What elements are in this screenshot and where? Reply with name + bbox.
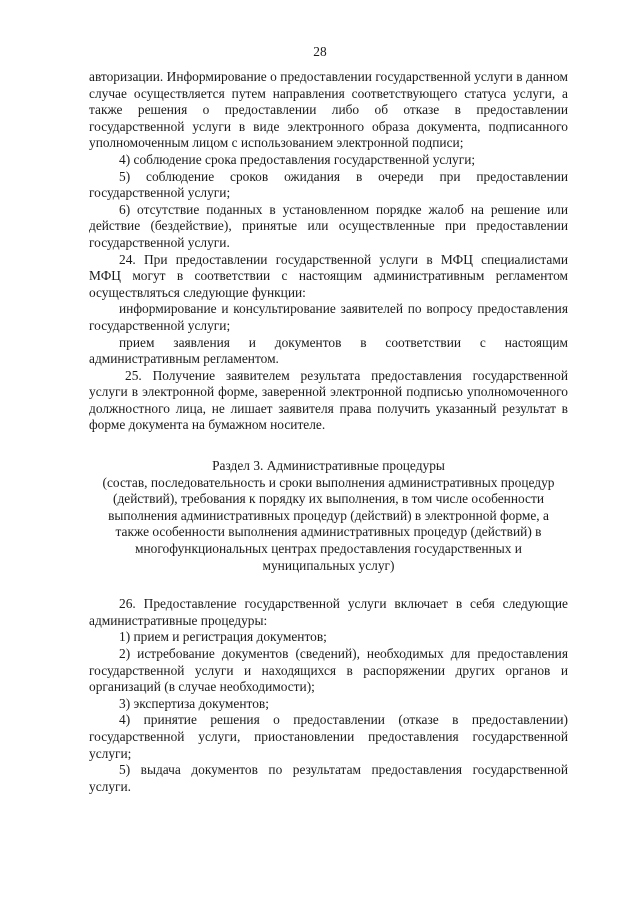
function-receiving: прием заявления и документов в соответствии с настоящим административным регламентом. (89, 334, 568, 367)
list-item-4: 4) соблюдение срока предоставления государственной услуги; (119, 151, 476, 167)
list-item-6: 6) отсутствие поданных в установленном порядке жалоб на решение или действие (бездействие), принятые или осуществленные при предоставлении государственной услуги. (89, 201, 568, 250)
procedure-2: 2) истребование документов (сведений), необходимых для предоставления государственной услуги и находящихся в распоряжении других органов и организаций (в случае необходимости); (89, 646, 568, 695)
paragraph-26: 26. Предоставление государственной услуги включает в себя следующие административные процедуры: (89, 596, 568, 628)
function-informing: информирование и консультирование заявителей по вопросу предоставления государственной услуги; (89, 301, 568, 333)
paragraph-24: 24. При предоставлении государственной услуги в МФЦ специалистами МФЦ могут в соответствии с настоящим административным регламентом осуществляться следующие функции: (89, 251, 568, 300)
page-number: 28 (313, 44, 327, 59)
document-body (89, 69, 568, 795)
procedure-5: 5) выдача документов по результатам предоставления государственной услуги. (89, 762, 568, 794)
procedure-3: 3) экспертиза документов; (119, 695, 269, 711)
section-3-title: Раздел 3. Административные процедуры (212, 458, 445, 474)
list-item-5: 5) соблюдение сроков ожидания в очереди при предоставлении государственной услуги; (89, 168, 568, 201)
section-3-subtitle: (состав, последовательность и сроки выполнения административных процедур (действий), требования к порядку их выполнения, в том числе особенности выполнения административных процедур (действий) в электронной форме, а также особенности выполнения административных процедур (действий) в многофункциональных центрах предоставления государственных и муниципальных услуг) (102, 474, 555, 573)
paragraph-authorization: авторизации. Информирование о предоставлении государственной услуги в данном случае осуществляется путем направления соответствующего статуса услуги, а также решения о предоставлении либо об отказе в предоставлении государственной услуги в виде электронного образа документа, подписанного уполномоченным лицом с использованием электронной подписи; (89, 69, 568, 151)
procedure-4: 4) принятие решения о предоставлении (отказе в предоставлении) государственной услуги, приостановлении предоставления государственной услуги; (89, 712, 568, 761)
paragraph-25: 25. Получение заявителем результата предоставления государственной услуги в электронной форме, заверенной электронной подписью уполномоченного должностного лица, не лишает заявителя права получить указанный результат в форме документа на бумажном носителе. (89, 367, 568, 433)
procedure-1: 1) прием и регистрация документов; (119, 629, 327, 645)
